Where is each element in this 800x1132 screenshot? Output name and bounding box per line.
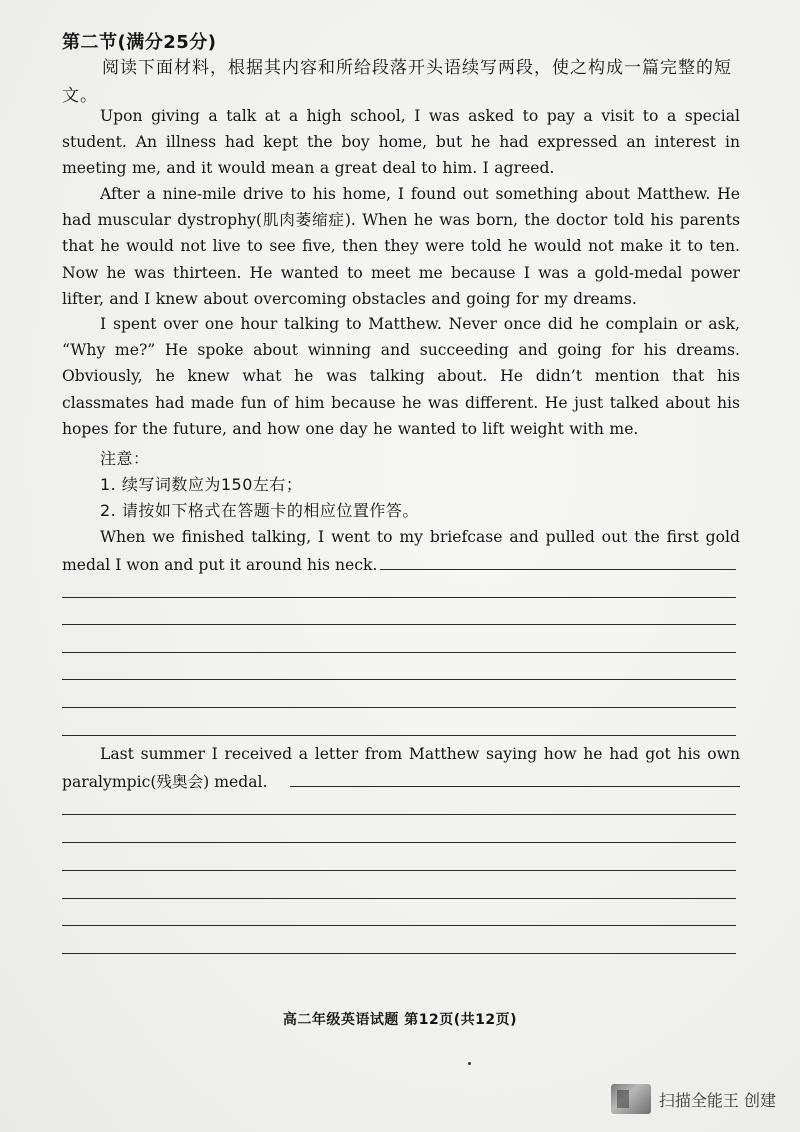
answer-line[interactable]: [380, 569, 736, 570]
page-footer: 高二年级英语试题 第12页(共12页): [282, 1012, 518, 1028]
answer-line[interactable]: [62, 925, 736, 926]
answer-line[interactable]: [290, 786, 740, 787]
passage-paragraph-3: I spent over one hour talking to Matthew. Never once did he complain or ask, “Why me?” He spoke about winning and succeeding and going for his dreams. Obviously, he knew what he was talking about. He didn’t mention that his classmates had made fun of him because he was different. He just talked about his hopes for the future, and how one day he wanted to lift weight with me.: [62, 315, 740, 438]
answer-line[interactable]: [62, 898, 736, 899]
instruction-text: 阅读下面材料，根据其内容和所给段落开头语续写两段，使之构成一篇完整的短文。: [62, 58, 732, 106]
scanner-watermark: [611, 1084, 776, 1114]
continuation-prompt-1: [62, 523, 740, 579]
answer-line[interactable]: [62, 624, 736, 625]
answer-line[interactable]: [62, 652, 736, 653]
note-item-2: 2. 请按如下格式在答题卡的相应位置作答。: [100, 501, 419, 520]
answer-line[interactable]: [62, 814, 736, 815]
note-item-1: 1. 续写词数应为150左右；: [100, 475, 303, 494]
answer-line[interactable]: [62, 735, 736, 736]
watermark-text: 扫描全能王 创建: [658, 1090, 776, 1110]
answer-line[interactable]: [62, 597, 736, 598]
answer-line[interactable]: [62, 842, 736, 843]
answer-line[interactable]: [62, 679, 736, 680]
scanner-app-logo-icon: [611, 1084, 651, 1114]
passage-paragraph-2: After a nine-mile drive to his home, I found out something about Matthew. He had muscular dystrophy(肌肉萎缩症). When he was born, the doctor told his parents that he would not live to see five, then they were told he would not make it to ten. Now he was thirteen. He wanted to meet me because I was a gold-medal power lifter, and I knew about overcoming obstacles and going for my dreams.: [62, 185, 740, 308]
prompt-1-text: When we finished talking, I went to my briefcase and pulled out the first gold medal I won and put it around his neck.: [62, 528, 740, 574]
passage-paragraph-1: Upon giving a talk at a high school, I was asked to pay a visit to a special student. An illness had kept the boy home, but he had expressed an interest in meeting me, and it would mean a great deal to him. I agreed.: [62, 107, 740, 178]
prompt-2-text: Last summer I received a letter from Matthew saying how he had got his own paralympic(残奥会) medal.: [62, 745, 740, 791]
section-title: 第二节(满分25分): [62, 32, 217, 53]
answer-line[interactable]: [62, 953, 736, 954]
notes-title: 注意：: [100, 449, 150, 468]
answer-line[interactable]: [62, 707, 736, 708]
scan-speck: [468, 1062, 471, 1065]
answer-line[interactable]: [62, 870, 736, 871]
continuation-prompt-2: [62, 740, 740, 796]
